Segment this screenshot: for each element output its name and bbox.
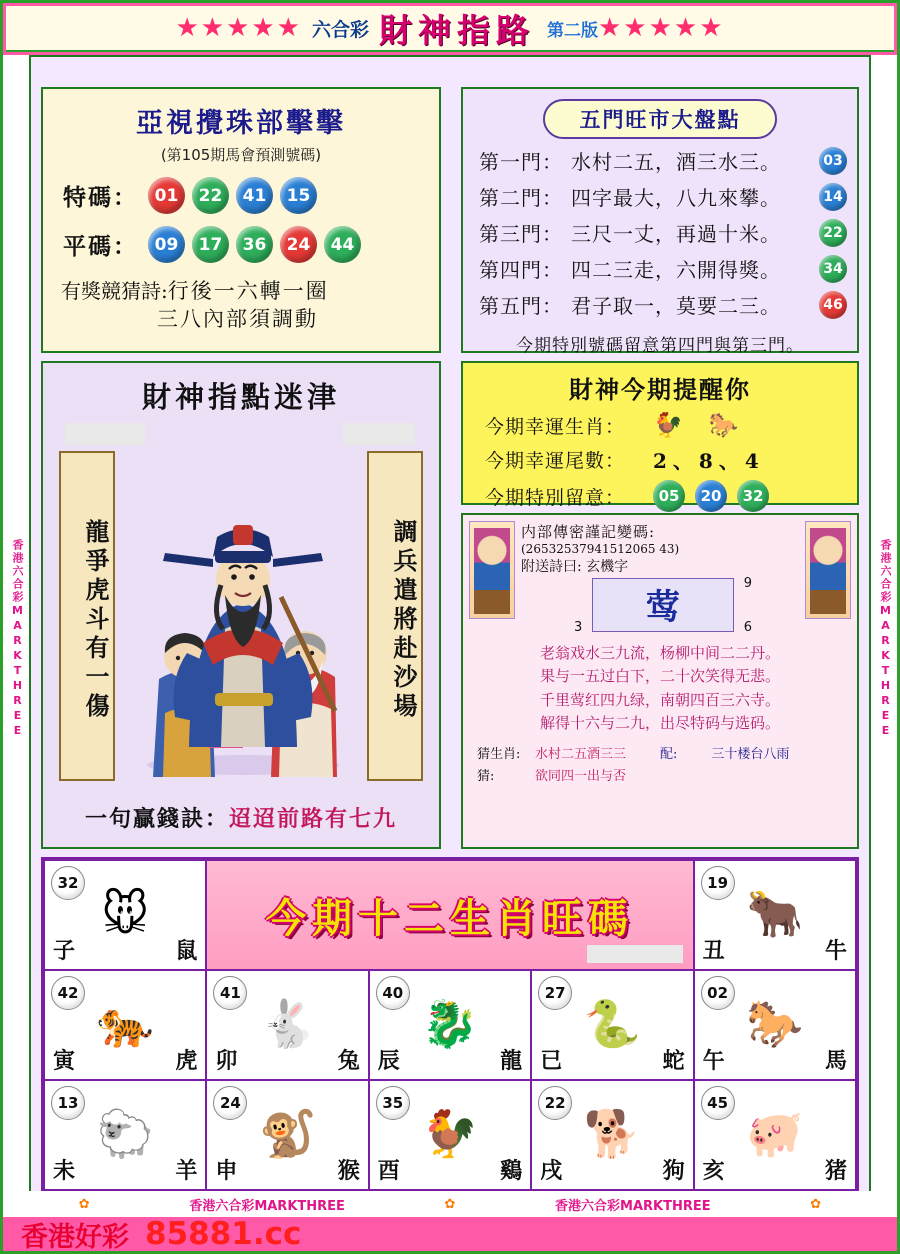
poem-line-1: 行後一六轉一圈	[167, 279, 329, 303]
edition-label: 第二版	[547, 20, 598, 41]
zodiac-animal: 虎	[175, 1048, 198, 1074]
mystery-char-wrap	[568, 576, 758, 635]
footer-watermark	[3, 1217, 897, 1251]
guess-value: 欲同四一出与否	[535, 769, 627, 784]
secret-head	[469, 521, 851, 635]
zodiac-number: 40	[376, 976, 410, 1010]
gate-text: 三尺一丈，再過十米。	[571, 222, 781, 246]
secret-poem-line: 千里莺红四九绿，南朝四百三六寺。	[539, 690, 780, 709]
goat-icon: 🐑	[96, 1106, 154, 1161]
lucky-tail-value: 2、8、4	[653, 449, 765, 473]
gate-row	[479, 182, 857, 211]
five-gates-note: 今期特別號碼留意第四門與第三門。	[516, 336, 804, 356]
god-of-wealth-panel	[41, 361, 441, 849]
zodiac-animal: 馬	[824, 1048, 847, 1074]
bottom-marquee-text-1: 香港六合彩MARKTHREE	[189, 1198, 345, 1214]
zodiac-grid-panel	[41, 857, 859, 1193]
reminder-panel	[461, 361, 859, 509]
lucky-zodiac-label: 今期幸運生肖：	[485, 415, 626, 438]
zodiac-stem: 寅	[53, 1048, 76, 1074]
snake-icon: 🐍	[583, 996, 642, 1051]
zodiac-stem: 酉	[377, 1158, 400, 1184]
zodiac-cell-snake[interactable]	[531, 970, 693, 1080]
zodiac-stem: 辰	[377, 1048, 400, 1074]
secret-poem	[463, 642, 857, 735]
guess-pair-value: 三十楼台八雨	[711, 747, 790, 762]
attention-ball: 20	[695, 480, 727, 512]
zodiac-animal: 兔	[337, 1048, 360, 1074]
zodiac-cell-dragon[interactable]	[369, 970, 531, 1080]
lucky-zodiac-row	[485, 411, 857, 439]
bottom-marquee-text-2: 香港六合彩MARKTHREE	[555, 1198, 711, 1214]
zodiac-number: 32	[51, 866, 85, 900]
poem-label: 有獎競猜詩:	[61, 279, 168, 303]
zodiac-stem: 卯	[215, 1048, 238, 1074]
footer-brand: 香港好彩	[21, 1221, 129, 1253]
lucky-tail-label: 今期幸運尾數：	[485, 450, 626, 472]
secret-poem-line: 解得十六与二九，出尽特码与选码。	[539, 713, 780, 732]
gate-label: 第二門：	[479, 186, 563, 210]
zodiac-animal: 狗	[662, 1158, 685, 1184]
horse-icon: 🐎	[708, 411, 739, 439]
zodiac-animal: 羊	[175, 1158, 198, 1184]
gate-ball: 03	[819, 147, 847, 175]
guess-zodiac-label: 猜生肖:	[477, 747, 521, 762]
stars-left-decoration: ★★★★★	[175, 13, 302, 43]
secret-poem-line: 老翁戏水三九流，杨柳中间二二丹。	[539, 644, 780, 662]
gate-ball: 22	[819, 219, 847, 247]
reminder-title: 財神今期提醒你	[569, 375, 751, 404]
dog-icon: 🐕	[583, 1106, 642, 1161]
zodiac-number: 02	[701, 976, 735, 1010]
footer-site: 85881.cc	[145, 1216, 302, 1252]
rat-icon: 🐭	[101, 886, 150, 941]
zodiac-number: 42	[51, 976, 85, 1010]
gate-row	[479, 146, 857, 175]
zodiac-cell-rabbit[interactable]	[206, 970, 368, 1080]
monkey-icon: 🐒	[258, 1106, 317, 1161]
zodiac-cell-horse[interactable]	[694, 970, 856, 1080]
zodiac-cell-dog[interactable]	[531, 1080, 693, 1190]
special-ball: 22	[192, 177, 229, 214]
guess-row	[477, 765, 843, 784]
right-door-god-card	[805, 521, 851, 619]
five-gates-panel	[461, 87, 859, 356]
god-of-wealth-illustration	[129, 447, 357, 777]
zodiac-cell-goat[interactable]	[44, 1080, 206, 1190]
zodiac-number: 41	[213, 976, 247, 1010]
zodiac-animal: 龍	[500, 1048, 523, 1074]
gate-label: 第一門：	[479, 150, 563, 174]
normal-ball: 09	[148, 226, 185, 263]
flower-icon: ✿	[78, 1196, 90, 1212]
flower-icon: ✿	[810, 1196, 822, 1212]
zodiac-animal: 鷄	[500, 1158, 523, 1184]
special-ball: 41	[236, 177, 273, 214]
left-couplet: 龍爭虎斗有一傷	[59, 451, 115, 781]
gate-row	[479, 290, 857, 319]
special-attention-label: 今期特別留意：	[485, 486, 626, 509]
zodiac-number: 35	[376, 1086, 410, 1120]
special-attention-row	[485, 480, 857, 512]
tiger-icon: 🐅	[96, 996, 154, 1051]
zodiac-animal: 猴	[337, 1158, 360, 1184]
secret-poem-line: 果与一五过白下，二十次笑得无悲。	[539, 667, 780, 686]
zodiac-cell-monkey[interactable]	[206, 1080, 368, 1190]
zodiac-number: 45	[701, 1086, 735, 1120]
forecast-poem	[61, 277, 439, 334]
left-door-god-card	[469, 521, 515, 619]
zodiac-stem: 已	[540, 1048, 563, 1074]
five-gates-title: 五門旺市大盤點	[543, 99, 777, 139]
gate-label: 第五門：	[479, 294, 563, 318]
redaction-block	[587, 945, 683, 963]
poem-line-2: 三八內部須調動	[157, 307, 318, 332]
zodiac-number: 19	[701, 866, 735, 900]
zodiac-number: 24	[213, 1086, 247, 1120]
horse-icon: 🐎	[746, 996, 804, 1051]
forecast-subtitle: (第105期馬會預測號碼)	[160, 146, 322, 164]
gate-label: 第四門：	[479, 258, 563, 282]
guess-zodiac-row	[477, 743, 843, 762]
zodiac-stem: 未	[53, 1158, 76, 1184]
guess-pair-label: 配:	[660, 747, 678, 762]
special-ball: 15	[280, 177, 317, 214]
attention-ball: 05	[653, 480, 685, 512]
zodiac-animal: 猪	[824, 1158, 847, 1184]
gate-ball: 34	[819, 255, 847, 283]
content-area	[33, 87, 867, 1189]
god-bottom-value: 迢迢前路有七九	[229, 806, 398, 832]
zodiac-banner	[206, 860, 693, 970]
zodiac-grid	[44, 860, 856, 1190]
normal-ball: 36	[236, 226, 273, 263]
gate-label: 第三門：	[479, 222, 563, 246]
zodiac-cell-pig[interactable]	[694, 1080, 856, 1190]
lottery-label: 六合彩	[311, 18, 369, 41]
god-panel-title: 財神指點迷津	[141, 380, 340, 414]
secret-line-1: 内部傳密謹記變碼:	[521, 523, 656, 541]
title-bar	[6, 6, 894, 52]
forecast-panel	[41, 87, 441, 353]
special-label: 特碼：	[63, 184, 138, 211]
flower-icon: ✿	[444, 1196, 456, 1212]
corner-digit-bottom-left: 3	[574, 620, 583, 635]
gate-row	[479, 254, 857, 283]
right-side-ribbon: 香港六合彩MARKTHREE	[871, 55, 897, 1217]
zodiac-cell-tiger[interactable]	[44, 970, 206, 1080]
normal-ball: 44	[324, 226, 361, 263]
guess-label: 猜:	[477, 769, 495, 784]
rabbit-icon: 🐇	[258, 996, 317, 1051]
ox-icon: 🐂	[746, 886, 804, 941]
secret-footer	[463, 743, 857, 784]
secret-line-3: 附送詩曰: 玄機字	[521, 559, 629, 575]
zodiac-banner-text: 今期十二生肖旺碼	[265, 894, 634, 942]
zodiac-stem: 午	[702, 1048, 725, 1074]
right-couplet: 調兵遣將赴沙場	[367, 451, 423, 781]
gate-text: 水村二五，酒三水三。	[571, 150, 781, 174]
normal-number-row	[63, 226, 439, 263]
god-bottom-label: 一句贏錢訣：	[84, 806, 229, 832]
page-title: 財神指路	[379, 10, 535, 50]
dragon-icon: 🐉	[421, 996, 479, 1051]
mystery-character: 莺	[592, 578, 734, 632]
special-ball: 01	[148, 177, 185, 214]
zodiac-stem: 亥	[702, 1158, 725, 1184]
gate-ball: 46	[819, 291, 847, 319]
zodiac-number: 27	[538, 976, 572, 1010]
rooster-icon: 🐓	[653, 411, 683, 439]
guess-zodiac-value: 水村二五酒三三	[535, 747, 627, 762]
zodiac-cell-rat[interactable]	[44, 860, 206, 970]
gate-ball: 14	[819, 183, 847, 211]
stars-right-decoration: ★★★★★	[598, 13, 725, 43]
secret-head-text	[515, 521, 805, 635]
normal-label: 平碼：	[63, 233, 138, 260]
god-bottom-line	[43, 802, 439, 833]
zodiac-animal: 蛇	[662, 1048, 685, 1074]
redaction-block	[343, 423, 415, 445]
zodiac-stem: 戌	[540, 1158, 563, 1184]
zodiac-animal: 牛	[824, 938, 847, 964]
redaction-block	[65, 423, 145, 445]
left-side-ribbon: 香港六合彩MARKTHREE	[3, 55, 29, 1217]
corner-digit-top-right: 9	[743, 576, 752, 591]
zodiac-number: 22	[538, 1086, 572, 1120]
gate-text: 四二三走，六開得獎。	[571, 258, 781, 282]
normal-ball: 17	[192, 226, 229, 263]
pig-icon: 🐖	[746, 1106, 804, 1161]
zodiac-stem: 丑	[702, 938, 725, 964]
attention-ball: 32	[737, 480, 769, 512]
zodiac-cell-rooster[interactable]	[369, 1080, 531, 1190]
bottom-marquee	[29, 1191, 871, 1217]
secret-code-panel	[461, 513, 859, 849]
gate-text: 四字最大，八九來攀。	[571, 186, 781, 210]
zodiac-stem: 子	[53, 938, 76, 964]
zodiac-animal: 鼠	[175, 938, 198, 964]
forecast-title: 亞視攪珠部擊擊	[136, 108, 346, 139]
rooster-icon: 🐓	[421, 1106, 479, 1161]
gate-row	[479, 218, 857, 247]
special-number-row	[63, 177, 439, 214]
lucky-tail-row	[485, 445, 857, 474]
zodiac-stem: 申	[215, 1158, 238, 1184]
secret-line-2: (26532537941512065 43)	[521, 542, 680, 556]
zodiac-number: 13	[51, 1086, 85, 1120]
normal-ball: 24	[280, 226, 317, 263]
zodiac-cell-ox[interactable]	[694, 860, 856, 970]
corner-digit-bottom-right: 6	[743, 620, 752, 635]
gate-text: 君子取一，莫要二三。	[571, 294, 781, 318]
